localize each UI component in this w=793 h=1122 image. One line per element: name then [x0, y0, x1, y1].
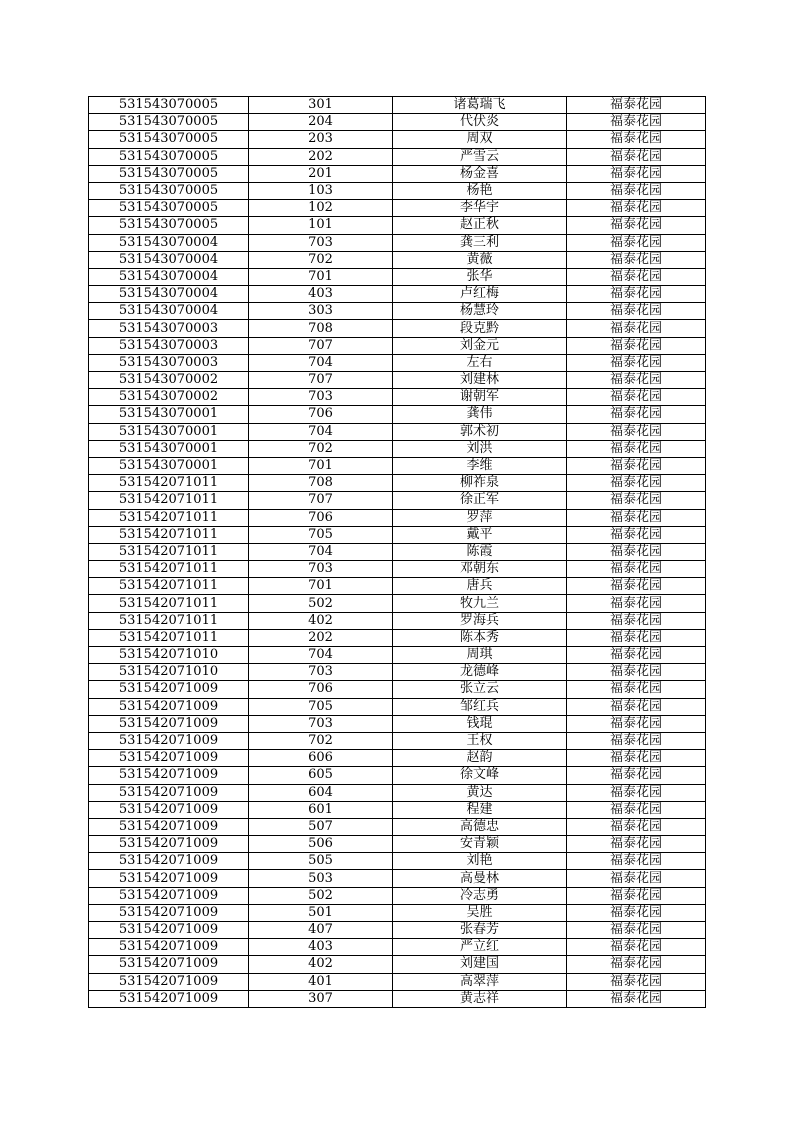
- room-number-cell: 202: [249, 629, 393, 646]
- resident-name-cell: 龙德峰: [393, 664, 567, 681]
- account-number-cell: 531542071011: [89, 595, 249, 612]
- room-number-cell: 403: [249, 939, 393, 956]
- table-row: [89, 612, 706, 629]
- table-row: [89, 818, 706, 835]
- resident-name-cell: 赵正秋: [393, 217, 567, 234]
- table-row: [89, 681, 706, 698]
- table-row: [89, 870, 706, 887]
- community-name-cell: 福泰花园: [567, 509, 706, 526]
- community-name-cell: 福泰花园: [567, 732, 706, 749]
- room-number-cell: 403: [249, 286, 393, 303]
- table-row: [89, 509, 706, 526]
- account-number-cell: 531543070001: [89, 457, 249, 474]
- resident-name-cell: 卢红梅: [393, 286, 567, 303]
- community-name-cell: 福泰花园: [567, 475, 706, 492]
- community-name-cell: 福泰花园: [567, 561, 706, 578]
- table-row: [89, 990, 706, 1007]
- table-row: [89, 251, 706, 268]
- resident-name-cell: 牧九兰: [393, 595, 567, 612]
- room-number-cell: 707: [249, 372, 393, 389]
- account-number-cell: 531543070005: [89, 165, 249, 182]
- community-name-cell: 福泰花园: [567, 681, 706, 698]
- community-name-cell: 福泰花园: [567, 354, 706, 371]
- resident-name-cell: 唐兵: [393, 578, 567, 595]
- community-name-cell: 福泰花园: [567, 200, 706, 217]
- room-number-cell: 701: [249, 268, 393, 285]
- room-number-cell: 503: [249, 870, 393, 887]
- table-row: [89, 303, 706, 320]
- account-number-cell: 531542071009: [89, 715, 249, 732]
- table-row: [89, 337, 706, 354]
- room-number-cell: 704: [249, 423, 393, 440]
- table-row: [89, 629, 706, 646]
- room-number-cell: 407: [249, 922, 393, 939]
- community-name-cell: 福泰花园: [567, 234, 706, 251]
- community-name-cell: 福泰花园: [567, 784, 706, 801]
- room-number-cell: 701: [249, 578, 393, 595]
- community-name-cell: 福泰花园: [567, 423, 706, 440]
- room-number-cell: 402: [249, 956, 393, 973]
- room-number-cell: 702: [249, 251, 393, 268]
- community-name-cell: 福泰花园: [567, 647, 706, 664]
- account-number-cell: 531543070005: [89, 217, 249, 234]
- account-number-cell: 531543070004: [89, 268, 249, 285]
- room-number-cell: 301: [249, 97, 393, 114]
- resident-name-cell: 刘建国: [393, 956, 567, 973]
- community-name-cell: 福泰花园: [567, 389, 706, 406]
- table-row: [89, 406, 706, 423]
- room-number-cell: 703: [249, 715, 393, 732]
- room-number-cell: 606: [249, 750, 393, 767]
- account-number-cell: 531543070001: [89, 423, 249, 440]
- table-row: [89, 698, 706, 715]
- community-name-cell: 福泰花园: [567, 492, 706, 509]
- table-row: [89, 922, 706, 939]
- room-number-cell: 507: [249, 818, 393, 835]
- account-number-cell: 531543070001: [89, 440, 249, 457]
- table-row: [89, 286, 706, 303]
- account-number-cell: 531542071011: [89, 578, 249, 595]
- community-name-cell: 福泰花园: [567, 801, 706, 818]
- community-name-cell: 福泰花园: [567, 114, 706, 131]
- resident-name-cell: 赵韵: [393, 750, 567, 767]
- community-name-cell: 福泰花园: [567, 870, 706, 887]
- room-number-cell: 502: [249, 887, 393, 904]
- table-row: [89, 148, 706, 165]
- resident-name-cell: 刘艳: [393, 853, 567, 870]
- table-row: [89, 664, 706, 681]
- account-number-cell: 531542071009: [89, 767, 249, 784]
- account-number-cell: 531542071011: [89, 543, 249, 560]
- resident-name-cell: 冷志勇: [393, 887, 567, 904]
- resident-name-cell: 吴胜: [393, 904, 567, 921]
- resident-name-cell: 龚伟: [393, 406, 567, 423]
- resident-name-cell: 严雪云: [393, 148, 567, 165]
- table-row: [89, 234, 706, 251]
- table-row: [89, 440, 706, 457]
- community-name-cell: 福泰花园: [567, 973, 706, 990]
- community-name-cell: 福泰花园: [567, 148, 706, 165]
- account-number-cell: 531542071009: [89, 836, 249, 853]
- account-number-cell: 531542071011: [89, 561, 249, 578]
- resident-name-cell: 安青颖: [393, 836, 567, 853]
- resident-name-cell: 徐文峰: [393, 767, 567, 784]
- room-number-cell: 701: [249, 457, 393, 474]
- community-name-cell: 福泰花园: [567, 956, 706, 973]
- table-row: [89, 853, 706, 870]
- community-name-cell: 福泰花园: [567, 372, 706, 389]
- table-row: [89, 939, 706, 956]
- table-row: [89, 320, 706, 337]
- data-table: [88, 96, 706, 1008]
- account-number-cell: 531542071011: [89, 526, 249, 543]
- table-row: [89, 904, 706, 921]
- resident-name-cell: 高翠萍: [393, 973, 567, 990]
- community-name-cell: 福泰花园: [567, 887, 706, 904]
- resident-name-cell: 周双: [393, 131, 567, 148]
- resident-name-cell: 谢朝军: [393, 389, 567, 406]
- resident-name-cell: 徐正军: [393, 492, 567, 509]
- account-number-cell: 531542071010: [89, 647, 249, 664]
- room-number-cell: 704: [249, 543, 393, 560]
- account-number-cell: 531543070002: [89, 372, 249, 389]
- room-number-cell: 307: [249, 990, 393, 1007]
- room-number-cell: 303: [249, 303, 393, 320]
- account-number-cell: 531543070002: [89, 389, 249, 406]
- resident-name-cell: 罗海兵: [393, 612, 567, 629]
- resident-name-cell: 邹红兵: [393, 698, 567, 715]
- account-number-cell: 531542071009: [89, 681, 249, 698]
- resident-name-cell: 杨慧玲: [393, 303, 567, 320]
- table-row: [89, 97, 706, 114]
- room-number-cell: 703: [249, 234, 393, 251]
- table-row: [89, 268, 706, 285]
- community-name-cell: 福泰花园: [567, 182, 706, 199]
- community-name-cell: 福泰花园: [567, 131, 706, 148]
- community-name-cell: 福泰花园: [567, 406, 706, 423]
- resident-name-cell: 陈本秀: [393, 629, 567, 646]
- table-row: [89, 767, 706, 784]
- resident-name-cell: 罗萍: [393, 509, 567, 526]
- table-row: [89, 457, 706, 474]
- resident-name-cell: 戴平: [393, 526, 567, 543]
- account-number-cell: 531542071011: [89, 629, 249, 646]
- table-row: [89, 561, 706, 578]
- room-number-cell: 705: [249, 526, 393, 543]
- community-name-cell: 福泰花园: [567, 320, 706, 337]
- resident-name-cell: 左右: [393, 354, 567, 371]
- community-name-cell: 福泰花园: [567, 251, 706, 268]
- room-number-cell: 102: [249, 200, 393, 217]
- community-name-cell: 福泰花园: [567, 836, 706, 853]
- account-number-cell: 531542071009: [89, 818, 249, 835]
- room-number-cell: 703: [249, 561, 393, 578]
- resident-name-cell: 诸葛瑞飞: [393, 97, 567, 114]
- resident-name-cell: 严立红: [393, 939, 567, 956]
- resident-name-cell: 龚三利: [393, 234, 567, 251]
- resident-name-cell: 张华: [393, 268, 567, 285]
- account-number-cell: 531542071011: [89, 475, 249, 492]
- resident-name-cell: 刘金元: [393, 337, 567, 354]
- account-number-cell: 531543070004: [89, 251, 249, 268]
- account-number-cell: 531542071009: [89, 750, 249, 767]
- resident-name-cell: 黄志祥: [393, 990, 567, 1007]
- community-name-cell: 福泰花园: [567, 526, 706, 543]
- community-name-cell: 福泰花园: [567, 922, 706, 939]
- community-name-cell: 福泰花园: [567, 715, 706, 732]
- community-name-cell: 福泰花园: [567, 543, 706, 560]
- account-number-cell: 531543070005: [89, 182, 249, 199]
- room-number-cell: 502: [249, 595, 393, 612]
- account-number-cell: 531542071011: [89, 492, 249, 509]
- room-number-cell: 605: [249, 767, 393, 784]
- table-row: [89, 887, 706, 904]
- room-number-cell: 708: [249, 475, 393, 492]
- resident-name-cell: 段克黔: [393, 320, 567, 337]
- resident-name-cell: 钱琨: [393, 715, 567, 732]
- resident-name-cell: 张春芳: [393, 922, 567, 939]
- table-row: [89, 217, 706, 234]
- resident-name-cell: 陈霞: [393, 543, 567, 560]
- room-number-cell: 501: [249, 904, 393, 921]
- account-number-cell: 531543070004: [89, 303, 249, 320]
- community-name-cell: 福泰花园: [567, 217, 706, 234]
- resident-name-cell: 代伏炎: [393, 114, 567, 131]
- table-row: [89, 475, 706, 492]
- account-number-cell: 531542071009: [89, 732, 249, 749]
- community-name-cell: 福泰花园: [567, 750, 706, 767]
- room-number-cell: 604: [249, 784, 393, 801]
- resident-name-cell: 刘洪: [393, 440, 567, 457]
- resident-name-cell: 黄达: [393, 784, 567, 801]
- community-name-cell: 福泰花园: [567, 939, 706, 956]
- account-number-cell: 531543070003: [89, 337, 249, 354]
- account-number-cell: 531542071011: [89, 509, 249, 526]
- account-number-cell: 531542071009: [89, 904, 249, 921]
- account-number-cell: 531543070005: [89, 131, 249, 148]
- room-number-cell: 204: [249, 114, 393, 131]
- account-number-cell: 531543070003: [89, 320, 249, 337]
- community-name-cell: 福泰花园: [567, 664, 706, 681]
- table-row: [89, 492, 706, 509]
- community-name-cell: 福泰花园: [567, 440, 706, 457]
- table-row: [89, 595, 706, 612]
- table-row: [89, 647, 706, 664]
- room-number-cell: 706: [249, 509, 393, 526]
- room-number-cell: 401: [249, 973, 393, 990]
- table-row: [89, 526, 706, 543]
- table-row: [89, 784, 706, 801]
- room-number-cell: 201: [249, 165, 393, 182]
- room-number-cell: 203: [249, 131, 393, 148]
- community-name-cell: 福泰花园: [567, 578, 706, 595]
- community-name-cell: 福泰花园: [567, 818, 706, 835]
- account-number-cell: 531543070005: [89, 148, 249, 165]
- account-number-cell: 531543070005: [89, 97, 249, 114]
- community-name-cell: 福泰花园: [567, 629, 706, 646]
- table-row: [89, 750, 706, 767]
- resident-name-cell: 张立云: [393, 681, 567, 698]
- resident-name-cell: 杨金喜: [393, 165, 567, 182]
- room-number-cell: 707: [249, 337, 393, 354]
- table-row: [89, 801, 706, 818]
- room-number-cell: 704: [249, 647, 393, 664]
- account-number-cell: 531542071009: [89, 990, 249, 1007]
- table-row: [89, 114, 706, 131]
- room-number-cell: 703: [249, 389, 393, 406]
- account-number-cell: 531542071010: [89, 664, 249, 681]
- resident-name-cell: 李维: [393, 457, 567, 474]
- community-name-cell: 福泰花园: [567, 853, 706, 870]
- account-number-cell: 531542071009: [89, 870, 249, 887]
- table-row: [89, 578, 706, 595]
- account-number-cell: 531542071009: [89, 922, 249, 939]
- room-number-cell: 601: [249, 801, 393, 818]
- account-number-cell: 531543070001: [89, 406, 249, 423]
- account-number-cell: 531542071009: [89, 887, 249, 904]
- community-name-cell: 福泰花园: [567, 303, 706, 320]
- account-number-cell: 531542071009: [89, 784, 249, 801]
- room-number-cell: 702: [249, 732, 393, 749]
- resident-name-cell: 杨艳: [393, 182, 567, 199]
- room-number-cell: 402: [249, 612, 393, 629]
- account-number-cell: 531543070005: [89, 200, 249, 217]
- account-number-cell: 531542071009: [89, 801, 249, 818]
- resident-name-cell: 程建: [393, 801, 567, 818]
- room-number-cell: 703: [249, 664, 393, 681]
- account-number-cell: 531543070003: [89, 354, 249, 371]
- table-row: [89, 732, 706, 749]
- account-number-cell: 531542071009: [89, 698, 249, 715]
- room-number-cell: 101: [249, 217, 393, 234]
- account-number-cell: 531542071009: [89, 939, 249, 956]
- community-name-cell: 福泰花园: [567, 337, 706, 354]
- room-number-cell: 103: [249, 182, 393, 199]
- account-number-cell: 531542071011: [89, 612, 249, 629]
- resident-name-cell: 柳祚泉: [393, 475, 567, 492]
- table-body: [89, 97, 706, 1008]
- resident-name-cell: 高德忠: [393, 818, 567, 835]
- table-row: [89, 973, 706, 990]
- table-row: [89, 956, 706, 973]
- community-name-cell: 福泰花园: [567, 698, 706, 715]
- community-name-cell: 福泰花园: [567, 990, 706, 1007]
- table-row: [89, 543, 706, 560]
- room-number-cell: 202: [249, 148, 393, 165]
- table-row: [89, 165, 706, 182]
- table-row: [89, 372, 706, 389]
- community-name-cell: 福泰花园: [567, 286, 706, 303]
- community-name-cell: 福泰花园: [567, 165, 706, 182]
- community-name-cell: 福泰花园: [567, 612, 706, 629]
- table-row: [89, 354, 706, 371]
- table-row: [89, 182, 706, 199]
- account-number-cell: 531543070005: [89, 114, 249, 131]
- resident-name-cell: 周琪: [393, 647, 567, 664]
- room-number-cell: 707: [249, 492, 393, 509]
- account-number-cell: 531542071009: [89, 956, 249, 973]
- account-number-cell: 531542071009: [89, 853, 249, 870]
- account-number-cell: 531542071009: [89, 973, 249, 990]
- resident-name-cell: 刘建林: [393, 372, 567, 389]
- community-name-cell: 福泰花园: [567, 457, 706, 474]
- community-name-cell: 福泰花园: [567, 767, 706, 784]
- room-number-cell: 708: [249, 320, 393, 337]
- table-row: [89, 423, 706, 440]
- room-number-cell: 706: [249, 406, 393, 423]
- table-row: [89, 131, 706, 148]
- room-number-cell: 505: [249, 853, 393, 870]
- resident-name-cell: 高曼林: [393, 870, 567, 887]
- account-number-cell: 531543070004: [89, 234, 249, 251]
- community-name-cell: 福泰花园: [567, 97, 706, 114]
- resident-name-cell: 邓朝东: [393, 561, 567, 578]
- account-number-cell: 531543070004: [89, 286, 249, 303]
- community-name-cell: 福泰花园: [567, 268, 706, 285]
- room-number-cell: 506: [249, 836, 393, 853]
- resident-name-cell: 郭术初: [393, 423, 567, 440]
- room-number-cell: 702: [249, 440, 393, 457]
- table-row: [89, 200, 706, 217]
- room-number-cell: 706: [249, 681, 393, 698]
- resident-name-cell: 黄薇: [393, 251, 567, 268]
- table-row: [89, 836, 706, 853]
- community-name-cell: 福泰花园: [567, 595, 706, 612]
- room-number-cell: 705: [249, 698, 393, 715]
- table-row: [89, 389, 706, 406]
- resident-name-cell: 王权: [393, 732, 567, 749]
- resident-name-cell: 李华宇: [393, 200, 567, 217]
- table-row: [89, 715, 706, 732]
- room-number-cell: 704: [249, 354, 393, 371]
- community-name-cell: 福泰花园: [567, 904, 706, 921]
